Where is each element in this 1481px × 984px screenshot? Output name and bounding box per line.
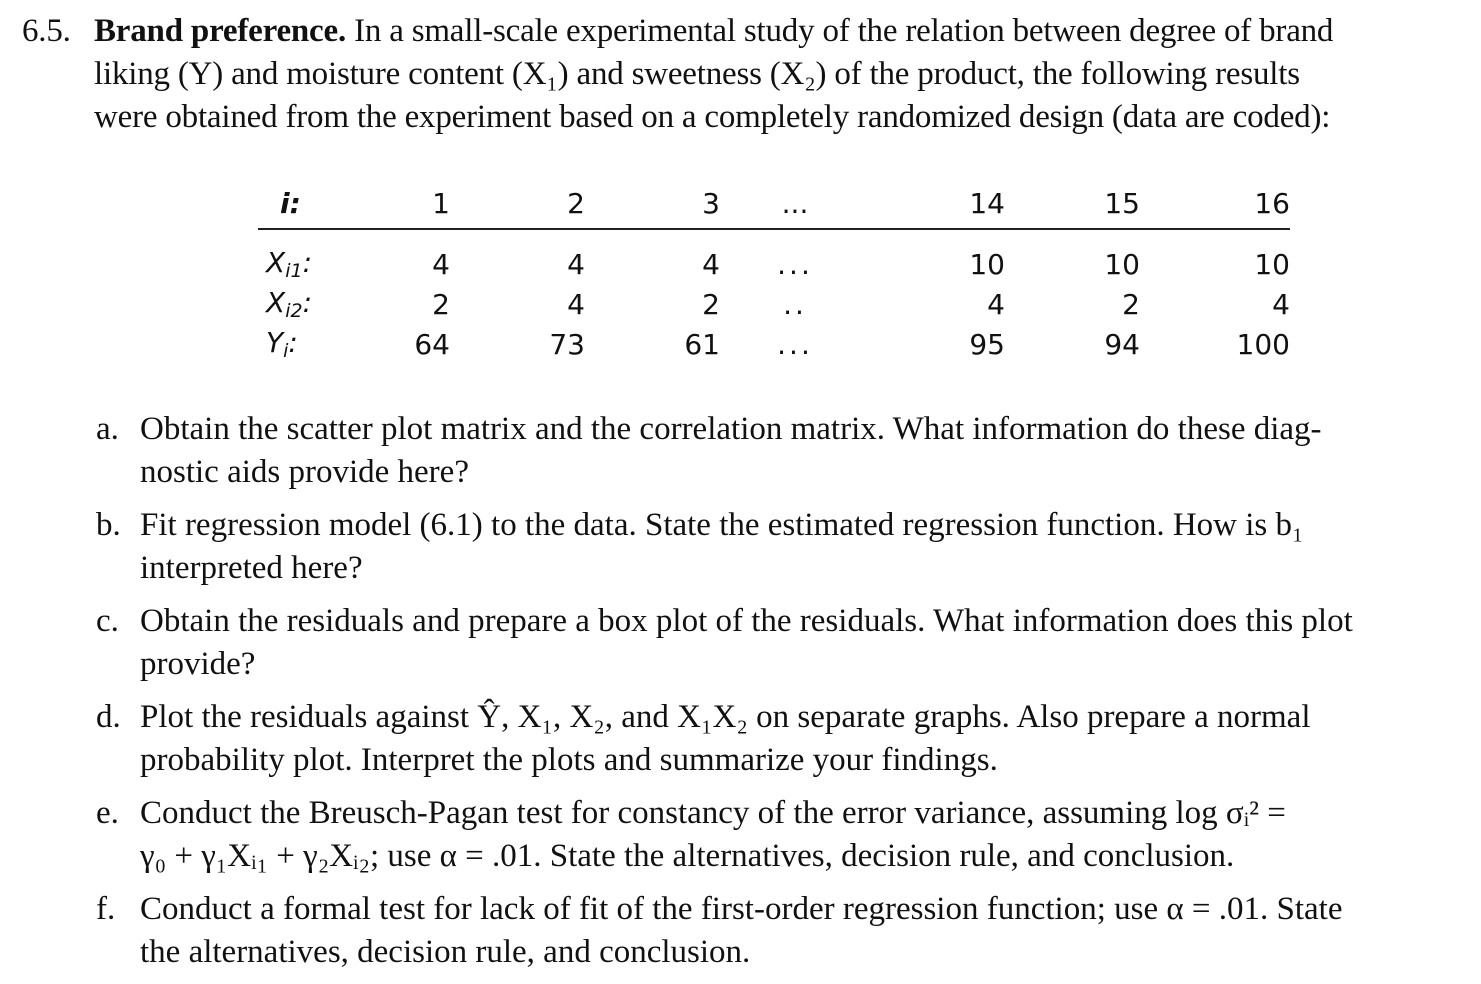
question-text-line: Conduct the Breusch-Pagan test for constancy of the error variance, assuming log σᵢ² =	[140, 795, 1286, 831]
table-cell: 2	[1122, 287, 1140, 321]
table-cell: 2	[432, 287, 450, 321]
question-list	[96, 408, 1436, 984]
question-text-line: Conduct a formal test for lack of fit of the first-order regression function; use α = .01. State	[140, 891, 1343, 927]
row-label-x1: $X_{i1}$:	[266, 246, 312, 282]
question-text-line: provide?	[140, 646, 256, 682]
table-header-cell: 2	[450, 180, 585, 229]
question-b	[96, 504, 1436, 590]
question-text-line: Fit regression model (6.1) to the data. State the estimated regression function. How is b₁	[140, 507, 1304, 543]
question-a	[96, 408, 1436, 494]
data-table	[258, 180, 1290, 364]
table-header-cell: 15	[1005, 180, 1140, 229]
problem-intro-text-3: were obtained from the experiment based on a completely randomized design (data are coded):	[94, 99, 1331, 135]
table-ellipsis: ...	[777, 327, 813, 361]
table-cell: 4	[567, 287, 585, 321]
question-e	[96, 792, 1436, 878]
question-text-line: nostic aids provide here?	[140, 454, 469, 490]
question-text-line: interpreted here?	[140, 550, 363, 586]
problem-intro-text-1: In a small-scale experimental study of the relation between degree of brand	[354, 13, 1334, 49]
table-header-row	[258, 180, 1290, 229]
table-header-label: i:	[258, 180, 368, 229]
table-header-cell: 1	[368, 180, 450, 229]
question-d	[96, 696, 1436, 782]
question-f	[96, 888, 1436, 974]
problem-intro	[22, 10, 1442, 139]
table-cell: 100	[1236, 327, 1290, 361]
table-ellipsis: ..	[783, 287, 807, 321]
problem-intro-text-2: liking (Y) and moisture content (X₁) and sweetness (X₂) of the product, the following results	[94, 56, 1300, 92]
problem-number: 6.5.	[22, 13, 71, 49]
table-row-x1	[258, 229, 1290, 284]
table-cell: 10	[1104, 247, 1140, 281]
table-header-cell: 14	[870, 180, 1005, 229]
table-cell: 2	[702, 287, 720, 321]
table-cell: 95	[969, 327, 1005, 361]
question-text-line: Obtain the scatter plot matrix and the correlation matrix. What information do these diag-	[140, 411, 1322, 447]
question-label: b.	[96, 507, 121, 543]
question-text-line: Obtain the residuals and prepare a box plot of the residuals. What information does this plot	[140, 603, 1353, 639]
question-label: a.	[96, 411, 119, 447]
row-label-x2: $X_{i2}$:	[266, 286, 312, 322]
table-row-x2	[258, 284, 1290, 324]
question-text-line: Plot the residuals against Ŷ, X₁, X₂, and X₁X₂ on separate graphs. Also prepare a normal	[140, 699, 1311, 735]
row-label-y: $Y_i$:	[266, 326, 298, 362]
question-text-line: γ₀ + γ₁Xᵢ₁ + γ₂Xᵢ₂; use α = .01. State the alternatives, decision rule, and conclusion.	[140, 838, 1235, 874]
table-header-ellipsis: ...	[720, 180, 870, 229]
table-ellipsis: ...	[777, 247, 813, 281]
table-cell: 94	[1104, 327, 1140, 361]
problem-title: Brand preference.	[94, 13, 346, 49]
table-cell: 4	[1272, 287, 1290, 321]
table-cell: 4	[702, 247, 720, 281]
table-cell: 10	[1254, 247, 1290, 281]
question-label: d.	[96, 699, 121, 735]
table-row-y	[258, 324, 1290, 364]
table-cell: 4	[987, 287, 1005, 321]
table-header-cell: 3	[585, 180, 720, 229]
question-text-line: probability plot. Interpret the plots and summarize your findings.	[140, 742, 998, 778]
table-cell: 73	[549, 327, 585, 361]
table-header-cell: 16	[1140, 180, 1290, 229]
question-label: f.	[96, 891, 116, 927]
question-c	[96, 600, 1436, 686]
question-label: e.	[96, 795, 119, 831]
question-label: c.	[96, 603, 119, 639]
table-cell: 4	[432, 247, 450, 281]
table-cell: 61	[684, 327, 720, 361]
table-cell: 4	[567, 247, 585, 281]
question-text-line: the alternatives, decision rule, and conclusion.	[140, 934, 751, 970]
table-cell: 64	[414, 327, 450, 361]
table-cell: 10	[969, 247, 1005, 281]
problem-line-1	[22, 10, 1442, 53]
